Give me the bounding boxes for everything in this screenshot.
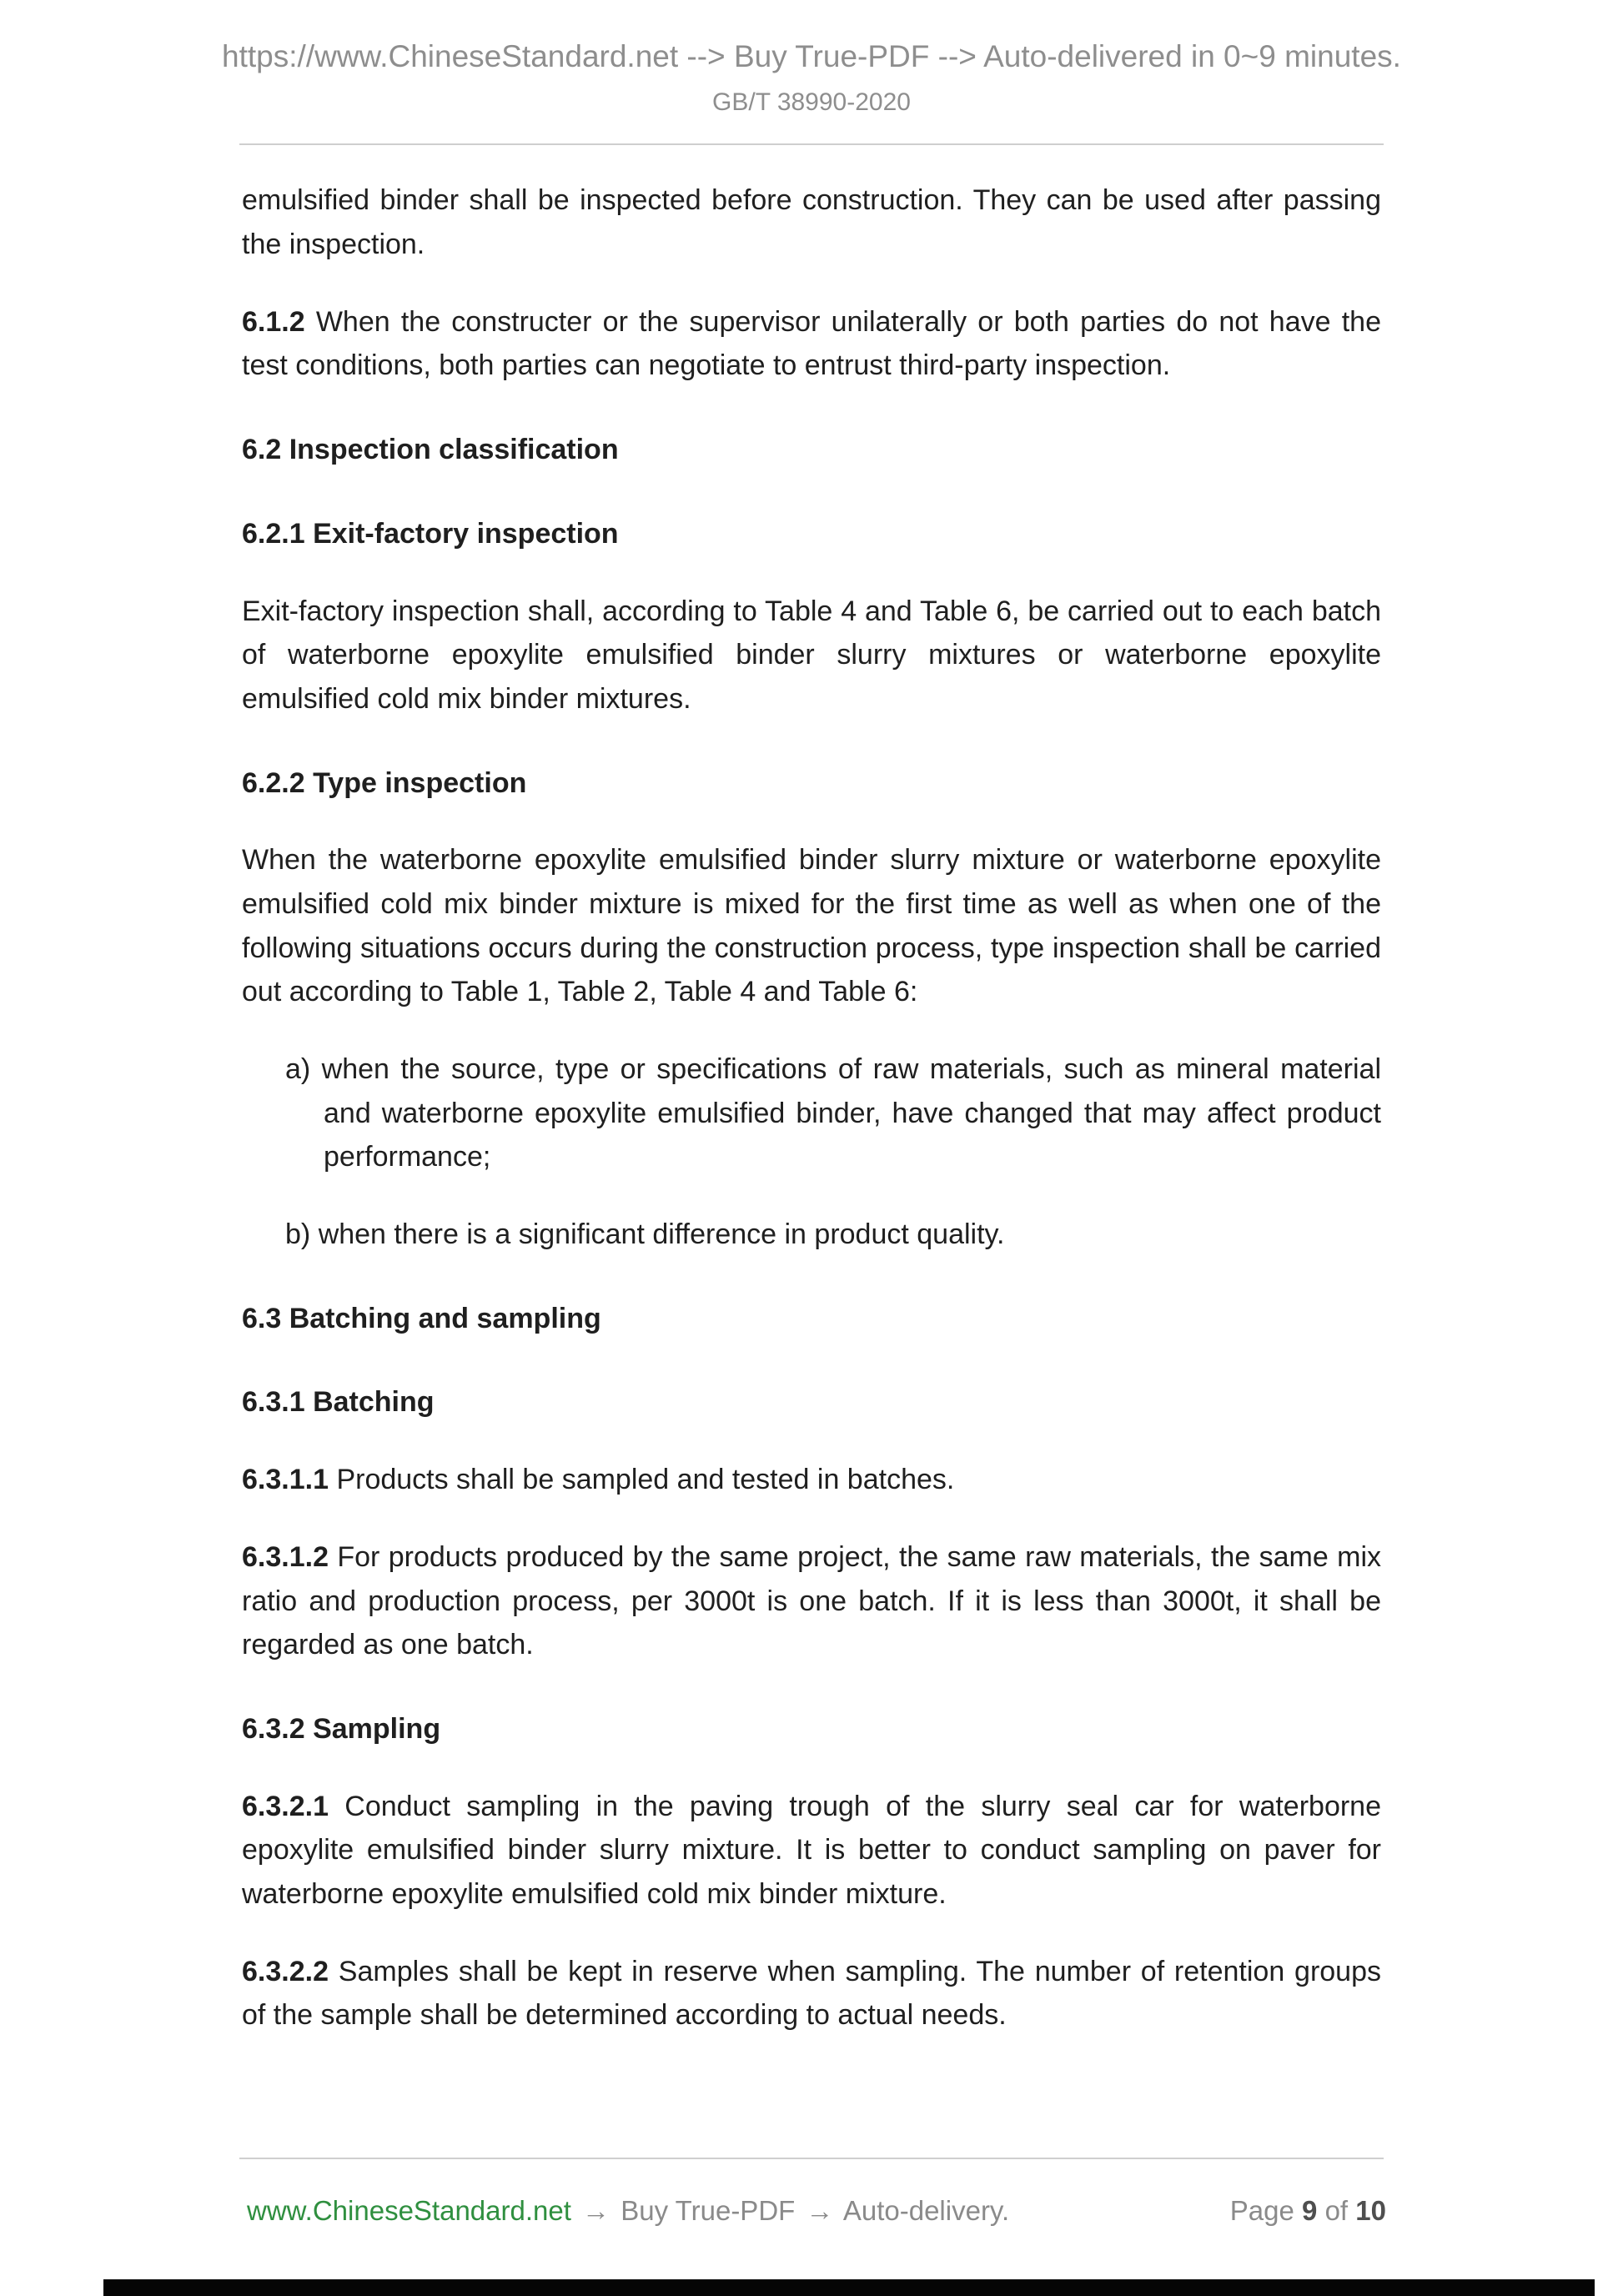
clause-number: 6.3.2.2 <box>242 1955 329 1987</box>
list-text: when there is a significant difference in product quality. <box>318 1218 1005 1251</box>
document-number: GB/T 38990-2020 <box>712 88 911 117</box>
list-marker: b) <box>285 1218 311 1251</box>
clause-text: Products shall be sampled and tested in batches. <box>336 1464 955 1496</box>
list-text: when the source, type or specifications of raw materials, such as mineral material and waterborne epoxylite emulsified binder, have changed that may affect product performance; <box>321 1053 1381 1173</box>
section-heading: 6.3.2 Sampling <box>242 1712 441 1745</box>
paragraph: Exit-factory inspection shall, according to Table 4 and Table 6, be carried out to each batch of waterborne epoxylite emulsified binder slurry mixtures or waterborne epoxylite emulsified cold mix binder mixtures. <box>242 595 1381 715</box>
clause-text: Conduct sampling in the paving trough of the slurry seal car for waterborne epoxylite emulsified binder slurry mixture. It is better to conduct sampling on paver for waterborne epoxylite emulsified cold mix binder mixture. <box>242 1790 1381 1910</box>
paragraph: emulsified binder shall be inspected before construction. They can be used after passing the inspection. <box>242 184 1381 261</box>
arrow-right-icon: → <box>806 2195 834 2226</box>
page-current: 9 <box>1302 2195 1318 2226</box>
document-body <box>242 178 1381 2037</box>
of-label: of <box>1324 2195 1349 2226</box>
clause-text: For products produced by the same project, the same raw materials, the same mix ratio and production process, per 3000t is one batch. If it is less than 3000t, it shall be regarded as one batch. <box>242 1540 1381 1661</box>
header-divider <box>239 143 1384 145</box>
list-item <box>285 1048 1381 1179</box>
clause-number: 6.3.2.1 <box>242 1790 329 1822</box>
section-heading: 6.2.1 Exit-factory inspection <box>242 517 619 550</box>
footer-left <box>247 2195 1009 2227</box>
list-marker: a) <box>285 1053 311 1086</box>
numbered-clause <box>242 1458 1381 1502</box>
section-heading: 6.3 Batching and sampling <box>242 1302 601 1334</box>
paragraph: When the waterborne epoxylite emulsified binder slurry mixture or waterborne epoxylite emulsified cold mix binder mixture is mixed for the first time as well as when one of the following situations occurs during the construction process, type inspection shall be carried out according to Table 1, Table 2, Table 4 and Table 6: <box>242 844 1381 1008</box>
clause-text: Samples shall be kept in reserve when sampling. The number of retention groups of the sample shall be determined according to actual needs. <box>242 1955 1381 2032</box>
arrow-right-icon: → <box>582 2195 611 2226</box>
page-header <box>0 0 1623 145</box>
section-heading: 6.2 Inspection classification <box>242 434 619 466</box>
clause-number: 6.1.2 <box>242 305 305 338</box>
footer-delivery-label: Auto-delivery. <box>842 2195 1010 2226</box>
footer-divider <box>239 2158 1384 2159</box>
section-heading: 6.3.1 Batching <box>242 1386 435 1419</box>
numbered-clause <box>242 1950 1381 2037</box>
clause-number: 6.3.1.1 <box>242 1464 329 1496</box>
header-tagline: https://www.ChineseStandard.net --> Buy True-PDF --> Auto-delivered in 0~9 minutes. <box>222 39 1401 73</box>
page-footer <box>247 2195 1386 2227</box>
numbered-clause <box>242 300 1381 388</box>
page-indicator <box>1230 2195 1386 2227</box>
site-link[interactable]: www.ChineseStandard.net <box>247 2195 571 2226</box>
numbered-clause <box>242 1535 1381 1667</box>
clause-number: 6.3.1.2 <box>242 1540 329 1573</box>
clause-text: When the constructer or the supervisor unilaterally or both parties do not have the test conditions, both parties can negotiate to entrust third-party inspection. <box>242 305 1381 382</box>
bottom-bar <box>103 2279 1595 2296</box>
list-item <box>285 1213 1381 1257</box>
numbered-clause <box>242 1785 1381 1917</box>
section-heading: 6.2.2 Type inspection <box>242 766 527 799</box>
page-total: 10 <box>1355 2195 1386 2226</box>
page-label: Page <box>1229 2195 1294 2226</box>
footer-buy-label: Buy True-PDF <box>621 2195 796 2226</box>
